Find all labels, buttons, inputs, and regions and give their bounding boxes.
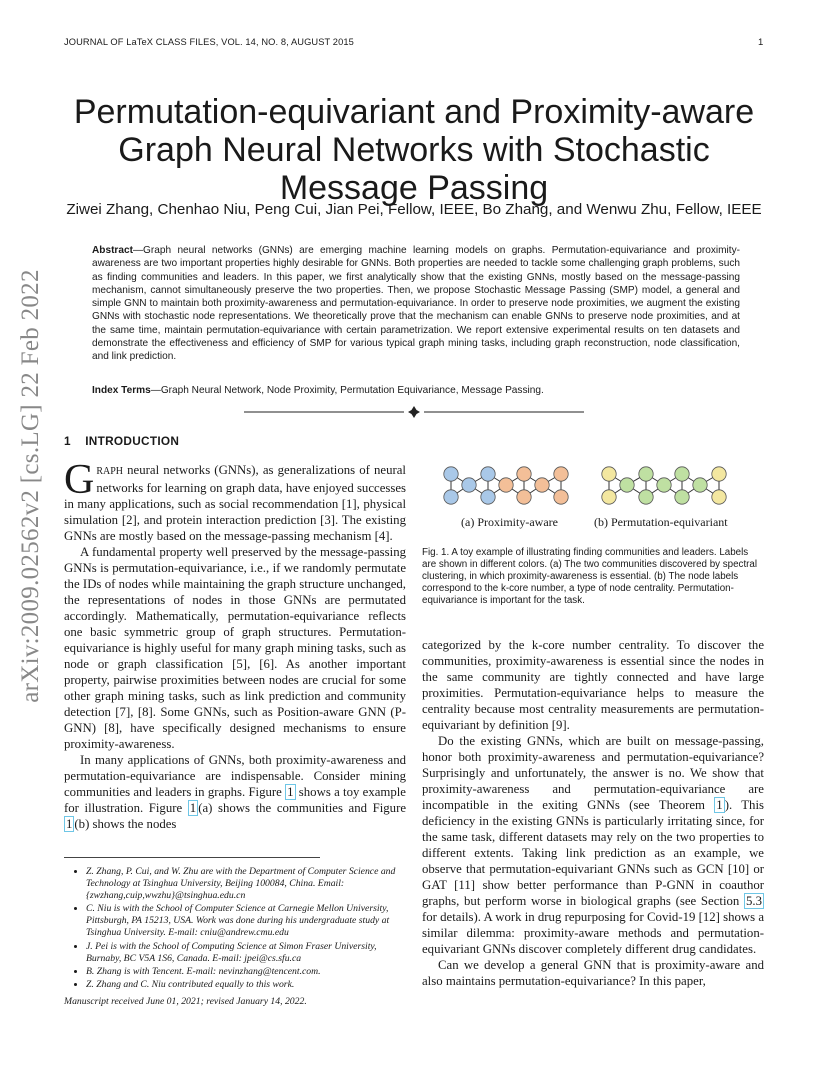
small-caps-word: RAPH [96,466,124,477]
text: shows a similar dilemma: proximity-aware methods and permutation-equivariant GNNs discover completely different drug candidates. [422,910,764,956]
index-terms-text: —Graph Neural Network, Node Proximity, Permutation Equivariance, Message Passing. [150,385,544,396]
section-heading [64,434,179,448]
text: categorized by the k-core number centrality. To discover the communities, proximity-awareness is essential since the nodes in the same community are tightly connected and have large proximities. Permutation-equivariance helps to measure the centrality because most centrality measurements are permutation-equivariant by definition [422,638,764,732]
graph-b-node [675,490,689,504]
text: or GAT [422,862,764,892]
footnote-item: • J. Pei is with the School of Computing Science at Simon Fraser University, Burnaby, BC V5A 1S6, Canada. E-mail: jpei@cs.sfu.ca [86,941,406,965]
citation-link[interactable]: [11] [454,878,475,892]
diamond-icon [408,406,420,418]
text: Do the existing GNNs, which are built on message-passing, honor both proximity-awareness and permutation-equivariance? Surprisingly and unfortunately, the answer is no. We show that proximity-awareness and permutation-equivariance are incompatible in the exiting GNNs (see Theorem [422,734,764,812]
abstract-text: —Graph neural networks (GNNs) are emerging machine learning models on graphs. Permutation-equivariance and proximity-awareness are two important properties highly desirable for GNNs. Both properties are needed to tackle some challenging graph problems, such as finding communities and leaders. In this paper, we first analytically show that the existing GNNs, mostly based on the message-passing mechanism, cannot simultaneously preserve the two properties. Then, we propose Stochastic Message Passing (SMP) model, a general and simple GNN to maintain both proximity-awareness and permutation-equivariance. In order to preserve node proximities, we augment the existing GNNs with stochastic node representations. We theoretically prove that the mechanism can enable GNNs to preserve node proximities, and at the same time, maintain permutation-equivariance with certain parametrization. We report extensive experimental results on ten datasets and demonstrate the effectiveness and efficiency of SMP for various typical graph mining tasks, including graph reconstruction, node classification, and link prediction. [92,245,740,363]
figure-caption: Fig. 1. A toy example of illustrating finding communities and leaders. Labels are shown in different colors. (a) The two communities discovered by spectral clustering, in which proximity-awareness is essential. (b) The node labels correspond to the k-core number, a type of node centrality. Permutation-equivariance is important for the task. [422,547,758,606]
arxiv-stamp [17,268,44,703]
text: . As another important property, pairwise proximities between nodes are crucial for some other graph mining tasks, such as link prediction and community detection [64,657,406,719]
graph-b-node [602,490,616,504]
theorem-link[interactable]: 1 [716,798,723,812]
text: . Some GNNs, such as Position-aware GNN (P-GNN) [64,705,406,735]
graph-b-node [675,467,689,481]
figure-link[interactable]: 1 [287,785,294,799]
text: (a) shows the communities and Figure [198,801,407,815]
graph-a-node [554,490,568,504]
running-header: JOURNAL OF LaTeX CLASS FILES, VOL. 14, NO. 8, AUGUST 2015 [64,37,354,47]
footnote-rule [64,857,320,858]
abstract [92,244,740,364]
citation-link[interactable]: [12] [698,910,720,924]
text: , and protein interaction prediction [136,513,321,527]
text: A fundamental property well preserved by the message-passing GNNs is permutation-equivariance, i.e., if we randomly permutate the IDs of nodes while maintaining the graph structure unchanged, the representations of nodes in those GNNs are permutated accordingly. Mathematically, permutation-equivariance reflects one basic symmetric group of graph structures. Permutation-equivariance is highly useful for many graph mining tasks, such as node or graph classification [64,545,406,671]
page-number: 1 [758,37,764,48]
citation-link[interactable]: [3] [320,513,336,527]
citation-link[interactable]: [7] [115,705,131,719]
citation-link[interactable]: [8] [137,705,153,719]
graph-nodes [444,467,726,504]
index-terms [92,384,740,397]
left-column [64,457,407,832]
manuscript-dates: Manuscript received June 01, 2021; revised January 14, 2022. [64,996,307,1007]
graph-a-node [462,478,476,492]
footnote-item: • Z. Zhang, P. Cui, and W. Zhu are with the Department of Computer Science and Technology at Tsinghua University, Beijing 100084, China. Email: {zwzhang,cuip,wwzhu}@tsinghua.edu.cn [86,866,406,902]
footnote-item: • C. Niu is with the School of Computer Science at Carnegie Mellon University, Pittsburgh, PA 15213, USA. Work was done during his undergraduate study at Tsinghua University. E-mail: cniu@andrew.cmu.edu [86,903,406,939]
text: In many applications of GNNs, both proximity-awareness and permutation-equivariance are indispensable. Consider mining communities and leaders in graphs. Figure [64,753,406,799]
figure-1 [436,459,754,537]
graph-b-node [693,478,707,492]
paragraph [422,957,764,989]
footnote-item: • B. Zhang is with Tencent. E-mail: nevinzhang@tencent.com. [86,966,406,978]
author-list: Ziwei Zhang, Chenhao Niu, Peng Cui, Jian Pei, Fellow, IEEE, Bo Zhang, and Wenwu Zhu, Fellow, IEEE [66,201,762,218]
graph-a-node [517,490,531,504]
graph-b-node [639,467,653,481]
section-number: 1 [64,434,71,448]
footnote-item: • Z. Zhang and C. Niu contributed equally to this work. [86,979,406,991]
graph-b-node [602,467,616,481]
text: , physical simulation [64,497,406,527]
graph-a-node [499,478,513,492]
abstract-label: Abstract [92,245,133,256]
text: (b) shows the nodes [74,817,177,831]
figure-label-b: (b) Permutation-equivariant [594,515,728,529]
graph-a-node [481,490,495,504]
text: for details). A work in drug repurposing for Covid-19 [422,910,699,924]
citation-link[interactable]: [6] [259,657,275,671]
paragraph [64,752,406,832]
graph-b-node [657,478,671,492]
graph-b-node [639,490,653,504]
graph-a-node [517,467,531,481]
text: show better performance than P-GNN in coauthor graphs, but perform worse in biological graphs (see Section [422,878,764,908]
text: neural networks (GNNs), as generalizations of neural networks for learning on graph data, have enjoyed successes in many applications, such as social recommendation [64,463,406,511]
graph-a-node [535,478,549,492]
paragraph: A fundamental property well preserved by the message-passing GNNs is permutation-equivariance, i.e., if we randomly permutate the IDs of nodes while maintaining the graph structure unchanged, the representations of nodes in those GNNs are permutated accordingly. Mathematically, permutation-equivariance reflects one basic symmetric group of graph structures. Permutation-equivariance is highly useful for many graph mining tasks, such as node or graph classification [5], [6]. As another important property, pairwise proximities between nodes are crucial for some other graph mining tasks, such as link prediction and community detection [7], [8]. Some GNNs, such as Position-aware GNN (P-GNN) [8], have specifically designed mechanisms to ensure proximity-awareness. [64,545,406,751]
drop-cap: G [64,457,95,503]
section-title: INTRODUCTION [85,434,180,448]
graph-a-node [444,490,458,504]
citation-link[interactable]: [5] [232,657,248,671]
text: . [566,718,570,732]
right-column [422,637,764,989]
citation-link[interactable]: [8] [104,721,119,735]
arxiv-stamp-text: arXiv:2009.02562v2 [cs.LG] 22 Feb 2022 [17,268,44,703]
citation-link[interactable]: [1] [341,497,357,511]
figure-link[interactable]: 1 [66,817,73,831]
section-link[interactable]: 5.3 [746,894,762,908]
citation-link[interactable]: [2] [121,513,137,527]
footnotes [64,866,406,992]
index-terms-label: Index Terms [92,385,151,396]
text: , have specifically designed mechanisms to ensure proximity-awareness. [64,721,406,751]
text: shows a toy example for illustration. Figure [64,785,406,815]
paragraph [422,733,764,957]
graph-b-node [620,478,634,492]
citation-link[interactable]: [4] [374,529,390,543]
citation-link[interactable]: [10] [727,862,750,876]
citation-link[interactable]: [9] [551,718,567,732]
text: Can we develop a general GNN that is proximity-aware and also maintains permutation-equivariance? In this paper, [422,958,764,988]
text: . The existing GNNs are mostly based on the message-passing mechanism [64,513,406,543]
paragraph [64,457,406,544]
graph-a-node [481,467,495,481]
graph-a-node [554,467,568,481]
paragraph [422,637,764,733]
graph-b-node [712,490,726,504]
graph-a-node [444,467,458,481]
text: ). This deficiency in the existing GNNs is particularly irritating since, for the same task, different datasets may rely on the two properties to different extents. Taking link prediction as an example, we observe that permutation-equivariant GNNs such as GCN [422,798,764,876]
graph-b-node [712,467,726,481]
paper-title: Permutation-equivariant and Proximity-aware Graph Neural Networks with Stochastic Message Passing [73,92,755,207]
section-separator [244,405,584,419]
figure-link[interactable]: 1 [189,801,197,815]
figure-label-a: (a) Proximity-aware [461,515,558,529]
text: . [389,529,393,543]
